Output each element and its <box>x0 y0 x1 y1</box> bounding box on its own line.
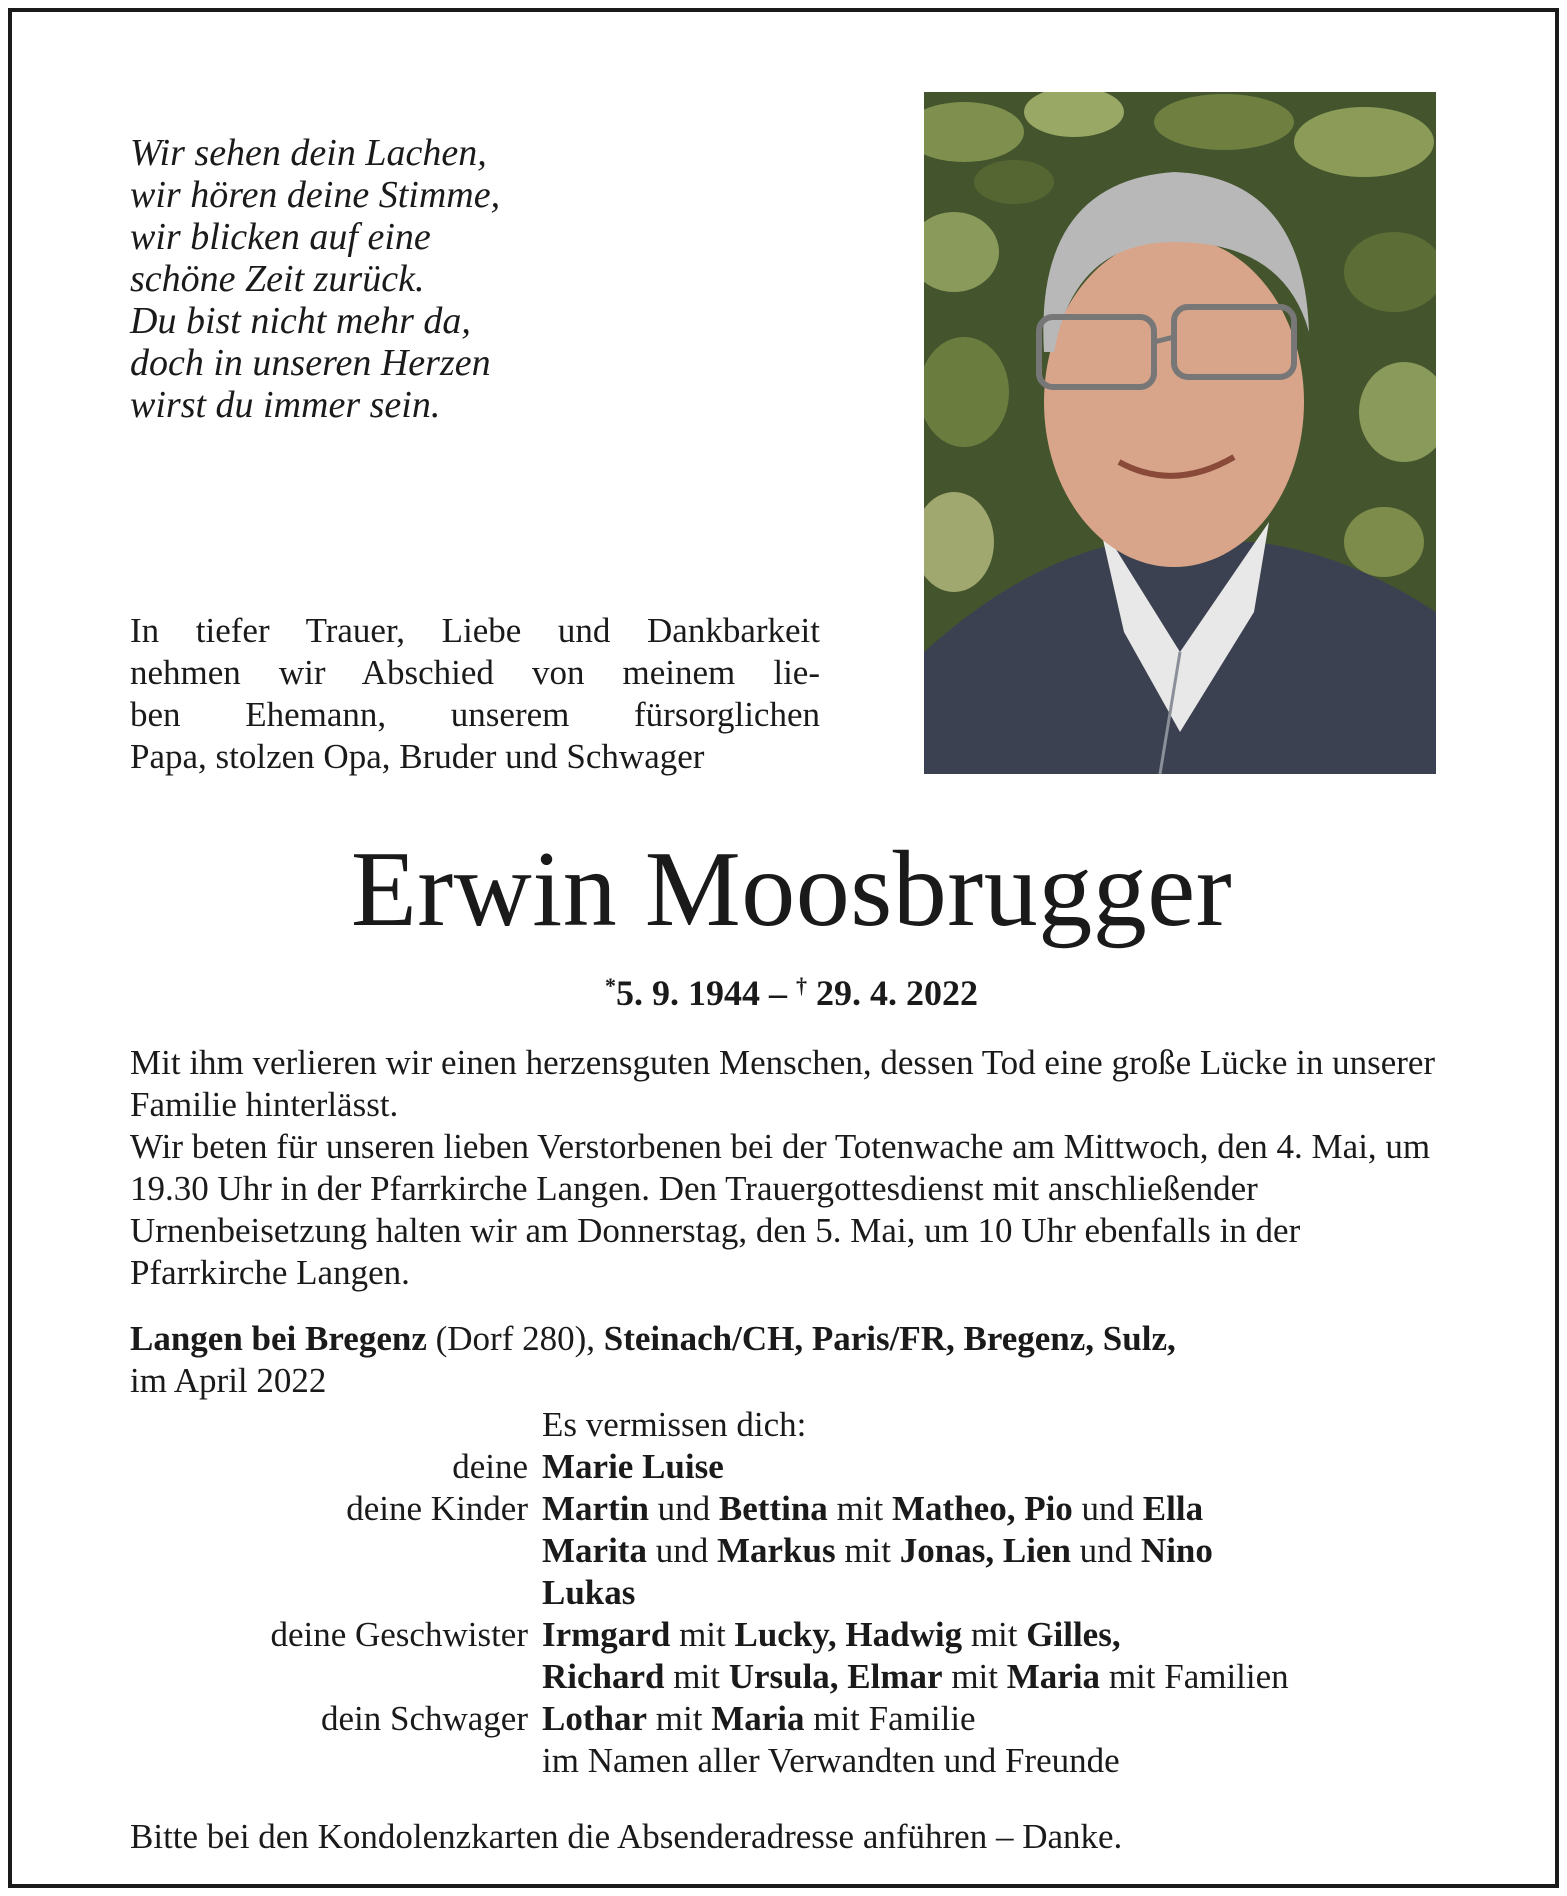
mourner-name: Richard <box>542 1657 665 1696</box>
face <box>1044 237 1304 567</box>
intro-line: Papa, stolzen Opa, Bruder und Schwager <box>130 737 705 776</box>
birth-date: 5. 9. 1944 <box>616 973 760 1013</box>
mourner-name: Lucky, Hadwig <box>734 1615 963 1654</box>
life-dates <box>12 964 1567 1015</box>
mourner-name: Martin <box>542 1489 649 1528</box>
body-paragraph: Wir beten für unseren lieben Verstorbenen bei der Totenwache am Mittwoch, den 4. Mai, um 19.30 Uhr in der Pfarrkirche Langen. Den Trauergottesdienst mit anschließender Urnenbeisetzung halten wir am Donnerstag, den 5. Mai, um 10 Uhr ebenfalls in der Pfarrkirche Langen. <box>130 1127 1431 1292</box>
memorial-poem <box>130 132 690 426</box>
mourner-name: Matheo, Pio <box>892 1489 1073 1528</box>
date-separator: – <box>760 973 796 1013</box>
relation-label: dein Schwager <box>320 1699 528 1738</box>
place-main: Langen bei Bregenz <box>130 1319 427 1358</box>
connector: mit Familien <box>1100 1657 1289 1696</box>
mourner-name: Marie Luise <box>542 1447 724 1486</box>
connector: mit <box>647 1699 712 1738</box>
mourner-name: Gilles, <box>1026 1615 1121 1654</box>
poem-line: schöne Zeit zurück. <box>130 258 425 300</box>
mourner-name: Marita <box>542 1531 647 1570</box>
mourner-name: Irmgard <box>542 1615 671 1654</box>
mourner-row <box>130 1614 1450 1656</box>
poem-line: wir hören deine Stimme, <box>130 174 501 216</box>
mourner-name: Bettina <box>718 1489 828 1528</box>
poem-line: Wir sehen dein Lachen, <box>130 132 487 174</box>
intro-line: ben Ehemann, unserem fürsorglichen <box>130 695 820 734</box>
intro-text <box>130 610 820 778</box>
poem-line: wirst du immer sein. <box>130 384 441 426</box>
mourner-row <box>130 1656 1450 1698</box>
mourner-name: Markus <box>716 1531 836 1570</box>
mourner-name: Ella <box>1142 1489 1204 1528</box>
place-address: (Dorf 280), <box>426 1319 604 1358</box>
mourner-row <box>130 1698 1450 1740</box>
death-symbol: † <box>796 973 807 998</box>
connector: mit <box>942 1657 1007 1696</box>
mourner-row <box>130 1530 1450 1572</box>
relation-label: deine <box>452 1447 528 1486</box>
mourners-list <box>130 1404 1450 1782</box>
relation-label: deine Kinder <box>346 1489 528 1528</box>
connector: mit <box>827 1489 892 1528</box>
birth-symbol: * <box>605 973 616 998</box>
intro-line: nehmen wir Abschied von meinem lie- <box>130 653 820 692</box>
connector: mit <box>670 1615 735 1654</box>
poem-line: Du bist nicht mehr da, <box>130 300 471 342</box>
connector: mit Familie <box>804 1699 976 1738</box>
places-line <box>130 1318 1450 1402</box>
place-others: Steinach/CH, Paris/FR, Bregenz, Sulz, <box>603 1319 1176 1358</box>
portrait-illustration <box>924 92 1436 774</box>
body-paragraph: Mit ihm verlieren wir einen herzensguten Menschen, dessen Tod eine große Lücke in unserer Familie hinterlässt. <box>130 1043 1436 1124</box>
relation-label: deine Geschwister <box>270 1615 528 1654</box>
portrait-photo <box>924 92 1436 774</box>
poem-line: doch in unseren Herzen <box>130 342 491 384</box>
connector: und <box>646 1531 717 1570</box>
connector: mit <box>664 1657 729 1696</box>
announcement-text <box>130 1042 1444 1294</box>
mourner-name: Maria <box>1006 1657 1101 1696</box>
intro-line: In tiefer Trauer, Liebe und Dankbarkeit <box>130 611 820 650</box>
closing-line: im Namen aller Verwandten und Freunde <box>542 1741 1120 1780</box>
connector: und <box>648 1489 719 1528</box>
mourner-row <box>130 1488 1450 1530</box>
mourner-name: Jonas, Lien <box>899 1531 1071 1570</box>
mourner-name: Ursula, Elmar <box>728 1657 943 1696</box>
connector: mit <box>962 1615 1027 1654</box>
connector: mit <box>835 1531 900 1570</box>
poem-line: wir blicken auf eine <box>130 216 431 258</box>
death-date: 29. 4. 2022 <box>807 973 978 1013</box>
mourners-heading: Es vermissen dich: <box>542 1405 807 1444</box>
mourner-name: Maria <box>711 1699 805 1738</box>
mourner-name: Lukas <box>542 1573 636 1612</box>
mourner-name: Nino <box>1140 1531 1213 1570</box>
mourner-name: Lothar <box>542 1699 647 1738</box>
mourner-row <box>130 1740 1450 1782</box>
connector: und <box>1070 1531 1141 1570</box>
place-date: im April 2022 <box>130 1361 327 1400</box>
connector: und <box>1072 1489 1143 1528</box>
footer-note: Bitte bei den Kondolenzkarten die Absenderadresse anführen – Danke. <box>130 1817 1123 1856</box>
deceased-name: Erwin Moosbrugger <box>350 830 1233 949</box>
mourner-row <box>130 1446 1450 1488</box>
obituary-frame <box>8 8 1559 1888</box>
mourner-row <box>130 1572 1450 1614</box>
